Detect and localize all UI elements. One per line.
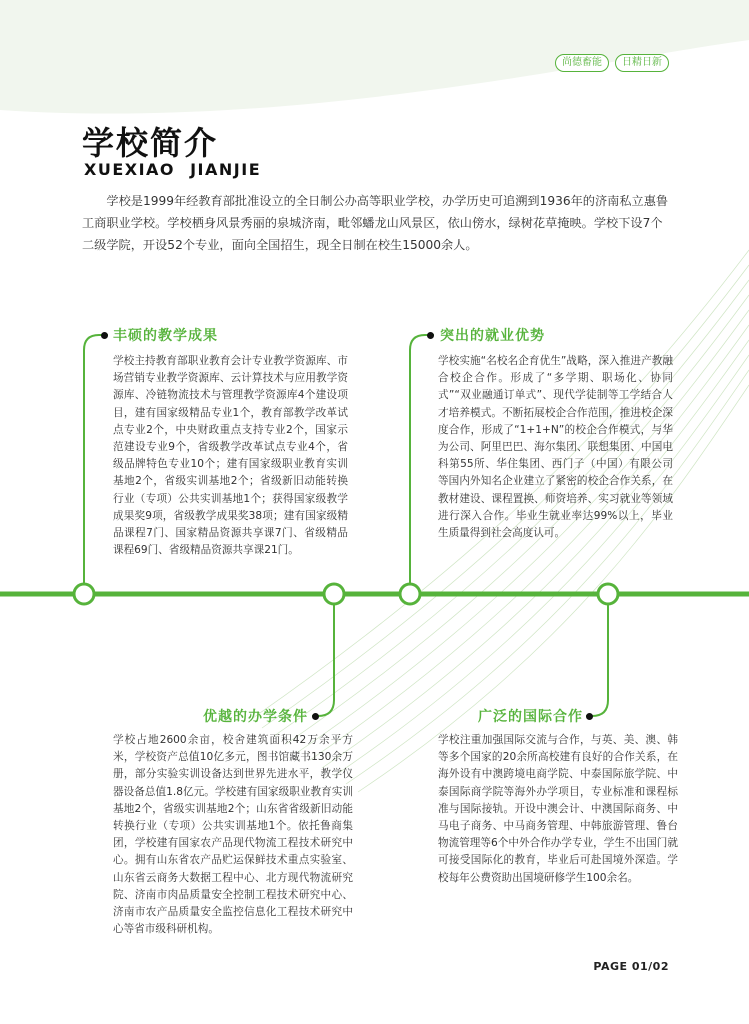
timeline-node [324, 584, 344, 604]
timeline-node [74, 584, 94, 604]
motto-tag: 尚德畜能 [555, 54, 609, 72]
motto-tag: 日精日新 [615, 54, 669, 72]
section-title-facilities: 优越的办学条件 [203, 709, 308, 725]
section-title-employment: 突出的就业优势 [440, 328, 545, 344]
bullet-dot [101, 332, 108, 339]
bullet-dot [427, 332, 434, 339]
section-title-international: 广泛的国际合作 [478, 709, 583, 725]
section-body-teaching: 学校主持教育部职业教育会计专业教学资源库、市场营销专业教学资源库、云计算技术与应用教学资源库、冷链物流技术与管理教学资源库4个建设项目，建有国家级精品专业1个，教育部教学改革试点专业2个，中央财政重点支持专业2个，国家示范建设专业9个，省级教学改革试点专业4个，省级品牌特色专业10个；建有国家级职业教育实训基地2个，省级实训基地2个；省级新旧动能转换行业（专项）公共实训基地1个；获得国家级教学成果奖9项，省级教学成果奖38项；建有国家级精品课程7门、国家精品资源共享课7门、省级精品课程69门、省级精品资源共享课21门。 [113, 355, 348, 557]
timeline-node [400, 584, 420, 604]
section-body-employment: 学校实施“名校名企育优生”战略，深入推进产教融合校企合作。形成了“多学期、职场化、协同式”“双业融通订单式”、现代学徒制等工学结合人才培养模式。不断拓展校企合作范围，推进校企深度合作，形成了“1+1+N”的校企合作模式，与华为公司、阿里巴巴、海尔集团、联想集团、中国电科第55所、华住集团、西门子（中国）有限公司等国内外知名企业建立了紧密的校企合作关系，在教材建设、课程置换、师资培养、实习就业等领域进行深入合作。毕业生就业率达99%以上，毕业生质量得到社会高度认可。 [438, 355, 673, 540]
section-body-facilities: 学校占地2600余亩，校舍建筑面积42万余平方米，学校资产总值10亿多元，图书馆藏书130余万册，部分实验实训设备达到世界先进水平，教学仪器设备总值1.8亿元。学校建有国家级职业教育实训基地2个，省级实训基地2个；山东省省级新旧动能转换行业（专项）公共实训基地1个。依托鲁商集团，学校建有国家农产品现代物流工程技术研究中心。拥有山东省农产品贮运保鲜技术重点实验室、山东省云商务大数据工程中心、北方现代物流研究院、济南市肉品质量安全控制工程技术研究中心、济南市农产品质量安全监控信息化工程技术研究中心等省市级科研机构。 [113, 734, 353, 936]
page-title: 学校简介 [82, 124, 219, 162]
section-title-teaching: 丰硕的教学成果 [113, 328, 218, 344]
timeline-node [598, 584, 618, 604]
bullet-dot [312, 713, 319, 720]
page-number: PAGE 01/02 [593, 960, 669, 973]
intro-paragraph: 学校是1999年经教育部批准设立的全日制公办高等职业学校，办学历史可追溯到1936年的济南私立惠鲁工商职业学校。学校栖身风景秀丽的泉城济南，毗邻蟠龙山风景区，依山傍水，绿树花草掩映。学校下设7个二级学院，开设52个专业，面向全国招生，现全日制在校生15000余人。 [82, 194, 669, 252]
motto-tags [555, 54, 669, 72]
bullet-dot [586, 713, 593, 720]
page-subtitle: XUEXIAO JIANJIE [84, 160, 262, 179]
section-body-international: 学校注重加强国际交流与合作，与英、美、澳、韩等多个国家的20余所高校建有良好的合作关系，在海外设有中澳跨境电商学院、中泰国际旅学院、中泰国际商学院等海外办学项目，专业标准和课程标准与国际接轨。开设中澳会计、中澳国际商务、中马电子商务、中马商务管理、中韩旅游管理、鲁台物流管理等6个中外合作办学专业，学生不出国门就可接受国际化的教育，毕业后可赴国境外深造。学校每年公费资助出国境研修学生100余名。 [438, 734, 678, 884]
